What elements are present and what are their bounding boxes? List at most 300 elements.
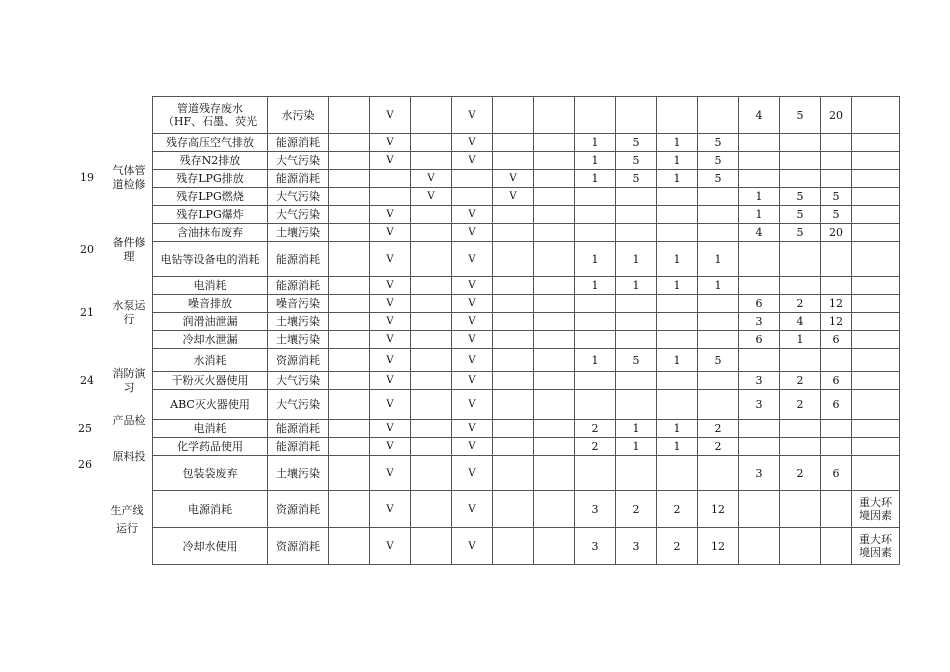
cell-value	[493, 331, 534, 349]
cell-value	[616, 390, 657, 420]
cell-value	[534, 313, 575, 331]
cell-value: 1	[575, 152, 616, 170]
cell-item: 电消耗	[153, 277, 268, 295]
cell-value	[493, 277, 534, 295]
cell-value	[493, 313, 534, 331]
cell-value: V	[370, 206, 411, 224]
cell-value: V	[370, 420, 411, 438]
cell-value: 1	[657, 438, 698, 456]
cell-value	[411, 456, 452, 491]
cell-value	[852, 188, 900, 206]
cell-value: 5	[616, 349, 657, 372]
cell-value	[411, 242, 452, 277]
cell-type: 土壤污染	[268, 224, 329, 242]
cell-value	[616, 206, 657, 224]
cell-value: 1	[657, 152, 698, 170]
cell-type: 水污染	[268, 97, 329, 134]
cell-value	[534, 491, 575, 528]
cell-value	[411, 331, 452, 349]
cell-value	[534, 390, 575, 420]
cell-value: 1	[657, 349, 698, 372]
cell-value: V	[370, 295, 411, 313]
cell-value	[493, 456, 534, 491]
cell-value	[780, 134, 821, 152]
cell-type: 能源消耗	[268, 277, 329, 295]
cell-item: 噪音排放	[153, 295, 268, 313]
cell-value	[616, 313, 657, 331]
cell-value	[411, 420, 452, 438]
cell-value	[575, 206, 616, 224]
cell-value	[493, 420, 534, 438]
cell-value	[739, 491, 780, 528]
cell-value: 12	[698, 491, 739, 528]
cell-value: 1	[575, 134, 616, 152]
cell-value	[329, 277, 370, 295]
cell-value	[534, 242, 575, 277]
cell-value	[739, 420, 780, 438]
cell-value: V	[452, 456, 493, 491]
cell-value: 2	[657, 528, 698, 565]
cell-value	[739, 170, 780, 188]
table-row	[153, 97, 900, 134]
cell-item: 化学药品使用	[153, 438, 268, 456]
cell-item: 水消耗	[153, 349, 268, 372]
cell-value	[821, 277, 852, 295]
cell-value: 1	[698, 277, 739, 295]
cell-item: 电源消耗	[153, 491, 268, 528]
cell-value	[493, 528, 534, 565]
cell-type: 大气污染	[268, 206, 329, 224]
cell-value: V	[370, 313, 411, 331]
cell-value	[493, 438, 534, 456]
cell-value	[534, 331, 575, 349]
cell-value: 6	[821, 390, 852, 420]
cell-value	[780, 528, 821, 565]
cell-value	[821, 491, 852, 528]
cell-value	[329, 349, 370, 372]
cell-value	[657, 313, 698, 331]
cell-value	[821, 528, 852, 565]
cell-value: 2	[780, 456, 821, 491]
cell-value: V	[452, 277, 493, 295]
cell-value	[534, 438, 575, 456]
cell-value: 1	[616, 242, 657, 277]
cell-item: ABC灭火器使用	[153, 390, 268, 420]
cell-value: V	[452, 349, 493, 372]
cell-value: 2	[780, 390, 821, 420]
table-row	[153, 372, 900, 390]
cell-value: 5	[698, 134, 739, 152]
cell-item: 管道残存废水 （HF、石墨、荧光	[153, 97, 268, 134]
cell-type: 土壤污染	[268, 331, 329, 349]
table-row	[153, 331, 900, 349]
cell-item: 残存LPG燃烧	[153, 188, 268, 206]
cell-type: 能源消耗	[268, 242, 329, 277]
cell-value	[493, 390, 534, 420]
cell-value	[852, 242, 900, 277]
cell-value	[616, 456, 657, 491]
cell-value: 5	[821, 206, 852, 224]
cell-value: 2	[616, 491, 657, 528]
cell-type: 能源消耗	[268, 134, 329, 152]
cell-value: 3	[739, 456, 780, 491]
cell-value	[852, 170, 900, 188]
cell-value: V	[411, 188, 452, 206]
cell-value: 2	[575, 420, 616, 438]
cell-value: V	[452, 295, 493, 313]
cell-value	[616, 372, 657, 390]
cell-value	[780, 349, 821, 372]
cell-value	[575, 313, 616, 331]
cell-value	[575, 224, 616, 242]
cell-value: 3	[739, 390, 780, 420]
cell-value	[852, 97, 900, 134]
cell-value: V	[370, 390, 411, 420]
cell-value	[780, 152, 821, 170]
cell-value	[329, 134, 370, 152]
cell-value	[329, 390, 370, 420]
cell-value: 1	[657, 170, 698, 188]
cell-value: V	[370, 224, 411, 242]
group-name: 消防演 习	[112, 367, 146, 394]
cell-value	[616, 224, 657, 242]
cell-value	[739, 528, 780, 565]
cell-value	[657, 224, 698, 242]
cell-value: 1	[616, 277, 657, 295]
cell-value	[657, 295, 698, 313]
table-row	[153, 313, 900, 331]
cell-value	[411, 295, 452, 313]
cell-value: 12	[821, 295, 852, 313]
table-row	[153, 188, 900, 206]
cell-value	[493, 152, 534, 170]
cell-value	[411, 206, 452, 224]
cell-value: 6	[739, 331, 780, 349]
cell-value: 12	[821, 313, 852, 331]
cell-value	[411, 372, 452, 390]
cell-value	[575, 456, 616, 491]
cell-value	[534, 420, 575, 438]
cell-value: 1	[575, 349, 616, 372]
cell-value	[852, 438, 900, 456]
cell-value	[534, 528, 575, 565]
cell-value	[411, 152, 452, 170]
cell-type: 大气污染	[268, 188, 329, 206]
cell-value: 1	[739, 206, 780, 224]
cell-value: 5	[780, 206, 821, 224]
cell-value: 5	[780, 224, 821, 242]
cell-value	[329, 438, 370, 456]
cell-value	[657, 97, 698, 134]
cell-value	[821, 242, 852, 277]
cell-value	[534, 170, 575, 188]
cell-value: V	[370, 152, 411, 170]
cell-value: 3	[739, 313, 780, 331]
cell-value: V	[370, 331, 411, 349]
cell-value	[852, 390, 900, 420]
cell-value: 12	[698, 528, 739, 565]
cell-value	[739, 438, 780, 456]
cell-value: 1	[575, 170, 616, 188]
table-row	[153, 528, 900, 565]
cell-value	[411, 438, 452, 456]
cell-value: V	[493, 188, 534, 206]
cell-value: 3	[616, 528, 657, 565]
cell-value: 6	[739, 295, 780, 313]
cell-value	[698, 456, 739, 491]
cell-value	[852, 295, 900, 313]
cell-value	[575, 390, 616, 420]
cell-value	[698, 97, 739, 134]
cell-value	[852, 349, 900, 372]
cell-value	[575, 295, 616, 313]
table-row	[153, 152, 900, 170]
cell-item: 冷却水泄漏	[153, 331, 268, 349]
cell-value: V	[370, 277, 411, 295]
cell-value	[329, 295, 370, 313]
cell-value: 1	[616, 420, 657, 438]
cell-value	[852, 152, 900, 170]
cell-value	[493, 134, 534, 152]
cell-value	[852, 331, 900, 349]
cell-type: 土壤污染	[268, 456, 329, 491]
cell-value: 20	[821, 97, 852, 134]
cell-type: 资源消耗	[268, 491, 329, 528]
cell-value	[493, 206, 534, 224]
cell-value	[657, 390, 698, 420]
table-row	[153, 242, 900, 277]
cell-value	[411, 134, 452, 152]
cell-value	[780, 438, 821, 456]
cell-type: 土壤污染	[268, 313, 329, 331]
cell-value	[698, 313, 739, 331]
table-row	[153, 456, 900, 491]
cell-value: V	[370, 456, 411, 491]
cell-value: V	[370, 134, 411, 152]
cell-value: 1	[657, 420, 698, 438]
cell-value	[534, 206, 575, 224]
cell-value: V	[493, 170, 534, 188]
cell-value	[575, 188, 616, 206]
cell-value: 4	[739, 97, 780, 134]
table-row	[153, 420, 900, 438]
cell-value: 2	[780, 372, 821, 390]
group-number: 20	[80, 243, 94, 256]
cell-type: 大气污染	[268, 152, 329, 170]
cell-value	[411, 491, 452, 528]
cell-value	[329, 224, 370, 242]
cell-value: 2	[698, 420, 739, 438]
cell-item: 干粉灭火器使用	[153, 372, 268, 390]
cell-value: 4	[739, 224, 780, 242]
cell-value	[739, 134, 780, 152]
cell-value	[534, 456, 575, 491]
cell-value	[534, 188, 575, 206]
cell-value	[493, 349, 534, 372]
cell-value	[329, 420, 370, 438]
group-name: 生产线 运行	[110, 504, 144, 535]
cell-value	[534, 349, 575, 372]
cell-value: V	[452, 528, 493, 565]
cell-value	[411, 528, 452, 565]
cell-value	[575, 97, 616, 134]
cell-item: 含油抹布废弃	[153, 224, 268, 242]
cell-item: 残存高压空气排放	[153, 134, 268, 152]
cell-value	[534, 277, 575, 295]
cell-value	[329, 242, 370, 277]
cell-value	[575, 331, 616, 349]
cell-value	[329, 331, 370, 349]
cell-value	[821, 349, 852, 372]
cell-value: V	[452, 438, 493, 456]
cell-value	[698, 224, 739, 242]
cell-value: V	[452, 97, 493, 134]
cell-item: 电钻等设备电的消耗	[153, 242, 268, 277]
cell-value	[370, 188, 411, 206]
cell-value	[329, 491, 370, 528]
cell-value	[329, 97, 370, 134]
cell-value: 1	[657, 134, 698, 152]
cell-value	[329, 313, 370, 331]
cell-value	[739, 152, 780, 170]
cell-value: 1	[657, 277, 698, 295]
cell-value: 5	[821, 188, 852, 206]
group-number: 24	[80, 374, 94, 387]
cell-value: 3	[575, 491, 616, 528]
cell-value: V	[370, 242, 411, 277]
cell-value	[616, 188, 657, 206]
cell-item: 电消耗	[153, 420, 268, 438]
cell-value	[493, 372, 534, 390]
cell-value: V	[452, 331, 493, 349]
cell-value: 5	[698, 152, 739, 170]
table-row	[153, 224, 900, 242]
cell-item: 残存LPG排放	[153, 170, 268, 188]
cell-value: V	[452, 242, 493, 277]
cell-value: 5	[616, 134, 657, 152]
cell-value: 1	[739, 188, 780, 206]
cell-value	[821, 170, 852, 188]
cell-value: 6	[821, 331, 852, 349]
group-name: 水泵运 行	[112, 299, 146, 326]
cell-value: 20	[821, 224, 852, 242]
cell-value	[329, 456, 370, 491]
group-name: 备件修 理	[112, 236, 146, 263]
cell-value: 1	[657, 242, 698, 277]
cell-value: V	[452, 372, 493, 390]
cell-value: 2	[575, 438, 616, 456]
cell-value: V	[370, 349, 411, 372]
cell-value	[329, 188, 370, 206]
table-row	[153, 295, 900, 313]
table-row	[153, 390, 900, 420]
cell-value: V	[452, 491, 493, 528]
cell-value: V	[452, 390, 493, 420]
cell-type: 能源消耗	[268, 420, 329, 438]
cell-value	[534, 295, 575, 313]
cell-value	[452, 170, 493, 188]
table-row	[153, 491, 900, 528]
cell-value	[852, 420, 900, 438]
cell-value	[698, 372, 739, 390]
table-row	[153, 134, 900, 152]
cell-type: 噪音污染	[268, 295, 329, 313]
cell-value: 3	[739, 372, 780, 390]
group-name: 气体管 道检修	[112, 164, 146, 191]
cell-item: 冷却水使用	[153, 528, 268, 565]
cell-type: 大气污染	[268, 390, 329, 420]
cell-value	[698, 331, 739, 349]
cell-value	[821, 152, 852, 170]
cell-value: V	[411, 170, 452, 188]
cell-value: 5	[780, 97, 821, 134]
cell-value	[534, 224, 575, 242]
cell-value	[452, 188, 493, 206]
cell-value	[852, 456, 900, 491]
cell-value: V	[370, 372, 411, 390]
cell-value	[698, 188, 739, 206]
cell-type: 大气污染	[268, 372, 329, 390]
cell-value	[493, 224, 534, 242]
cell-value: V	[452, 206, 493, 224]
cell-value	[411, 277, 452, 295]
cell-value	[852, 372, 900, 390]
cell-value: V	[370, 528, 411, 565]
cell-value: 5	[698, 170, 739, 188]
cell-value	[780, 420, 821, 438]
group-name: 原料投	[112, 450, 146, 463]
cell-value	[329, 206, 370, 224]
cell-value: V	[370, 491, 411, 528]
cell-value: 重大环 境因素	[852, 528, 900, 565]
cell-value	[739, 277, 780, 295]
cell-value	[852, 224, 900, 242]
cell-value	[411, 390, 452, 420]
cell-value: 重大环 境因素	[852, 491, 900, 528]
cell-value	[852, 277, 900, 295]
table-row	[153, 277, 900, 295]
table-body	[153, 97, 900, 565]
table-row	[153, 438, 900, 456]
cell-value	[411, 313, 452, 331]
cell-value	[329, 152, 370, 170]
cell-value	[493, 491, 534, 528]
cell-value: V	[370, 438, 411, 456]
cell-value: V	[452, 313, 493, 331]
cell-value	[780, 242, 821, 277]
cell-value	[780, 277, 821, 295]
cell-value: V	[452, 134, 493, 152]
cell-item: 残存LPG爆炸	[153, 206, 268, 224]
cell-value	[698, 390, 739, 420]
cell-value	[780, 170, 821, 188]
table-row	[153, 170, 900, 188]
group-number: 21	[80, 306, 94, 319]
cell-value	[852, 206, 900, 224]
cell-value: 5	[698, 349, 739, 372]
environment-factor-table	[152, 96, 900, 565]
cell-item: 包装袋废弃	[153, 456, 268, 491]
cell-value: 2	[657, 491, 698, 528]
cell-value	[411, 349, 452, 372]
group-number: 26	[78, 458, 92, 471]
cell-value	[534, 97, 575, 134]
cell-value	[657, 372, 698, 390]
cell-value	[739, 349, 780, 372]
cell-value	[411, 97, 452, 134]
cell-value: 1	[698, 242, 739, 277]
cell-value	[780, 491, 821, 528]
